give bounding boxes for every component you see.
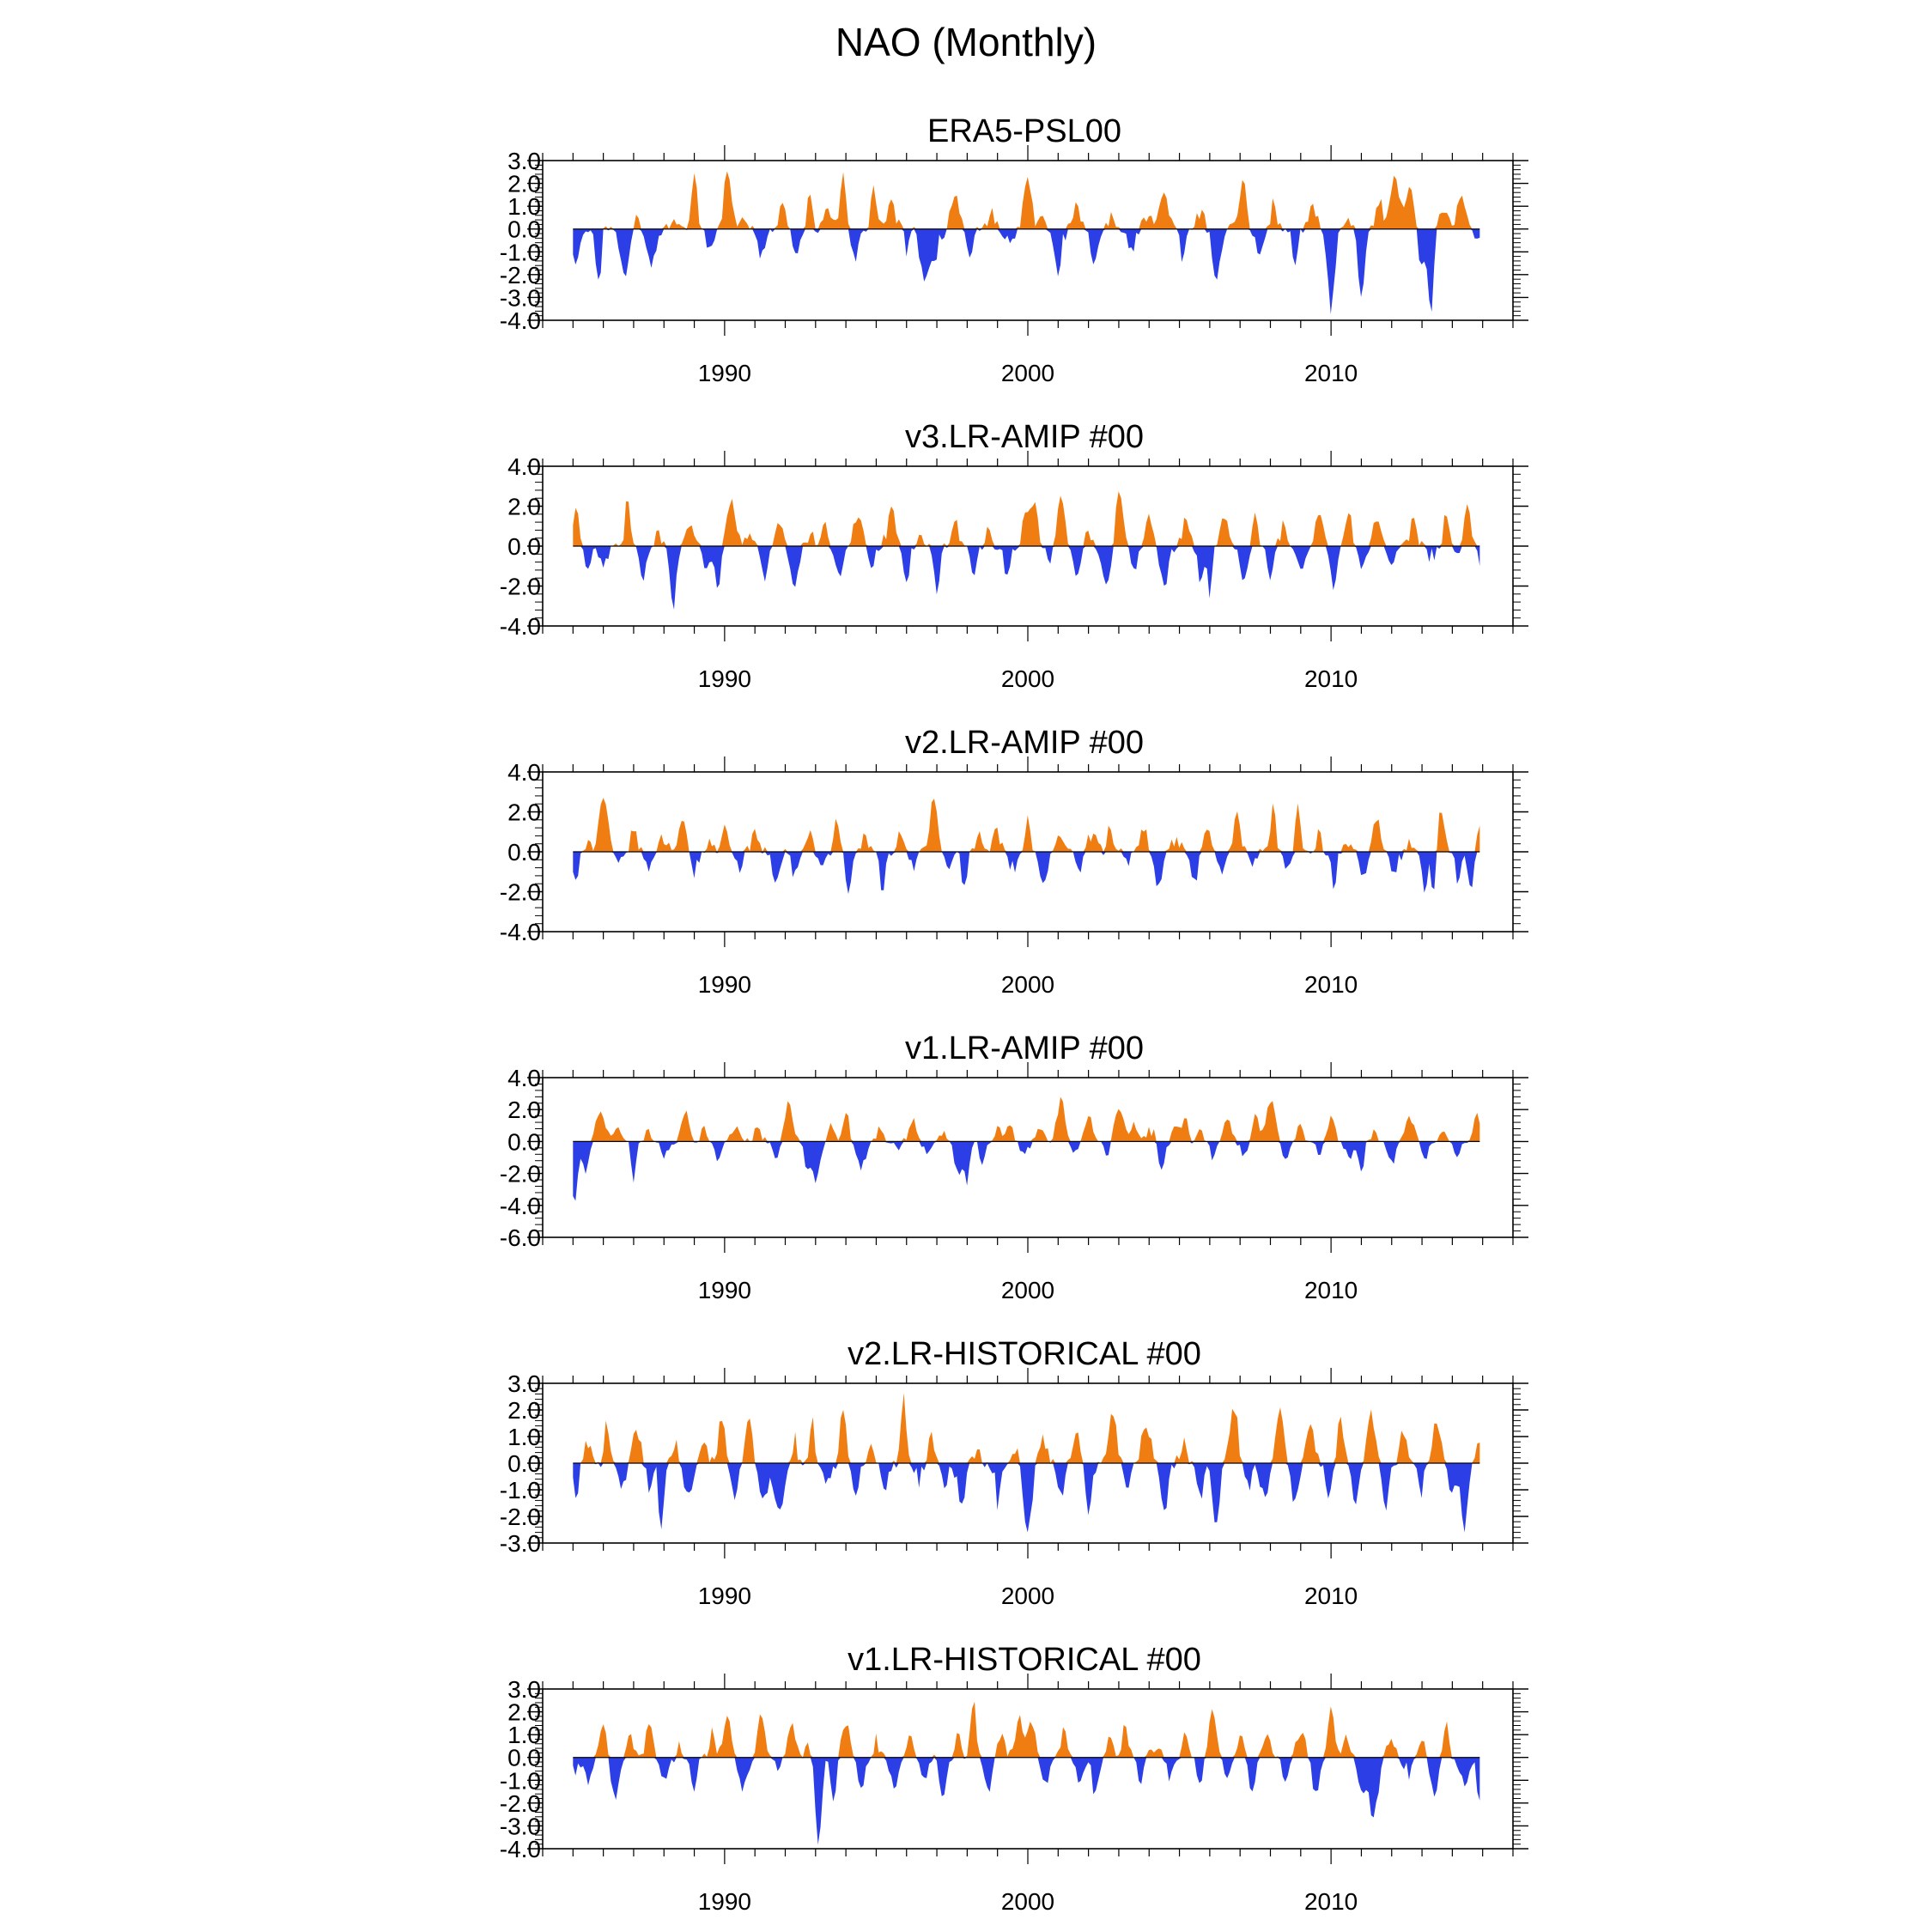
plot-frame [543, 1078, 1513, 1237]
panel-title: v2.LR-HISTORICAL #00 [848, 1336, 1201, 1372]
x-tick-label: 1990 [697, 360, 752, 386]
y-tick-label: 0.0 [507, 1128, 541, 1156]
y-tick-label: 2.0 [507, 799, 541, 826]
y-tick-label: 3.0 [507, 1676, 541, 1703]
x-tick-label: 2010 [1303, 665, 1358, 692]
y-tick-label: -1.0 [499, 1767, 541, 1795]
negative-area [573, 852, 1479, 894]
chart-panel-1 [500, 113, 1528, 386]
positive-area [573, 1097, 1479, 1141]
y-tick-label: 0.0 [507, 216, 541, 243]
y-tick-label: 2.0 [507, 1397, 541, 1424]
y-tick-label: -2.0 [499, 1160, 541, 1188]
y-tick-label: -4.0 [499, 307, 541, 334]
chart-panel-2 [500, 419, 1528, 692]
x-tick-label: 2010 [1303, 1277, 1358, 1303]
y-tick-label: -3.0 [499, 1530, 541, 1557]
x-tick-label: 2000 [1000, 360, 1055, 386]
panel-title: v1.LR-HISTORICAL #00 [848, 1642, 1201, 1678]
y-tick-label: 2.0 [507, 170, 541, 197]
chart-panel-6 [500, 1642, 1528, 1915]
x-tick-label: 1990 [697, 1888, 752, 1915]
x-tick-label: 2010 [1303, 1888, 1358, 1915]
y-tick-label: -3.0 [499, 1813, 541, 1840]
y-tick-label: -2.0 [499, 1789, 541, 1817]
x-tick-label: 2010 [1303, 1583, 1358, 1609]
x-tick-label: 1990 [697, 1277, 752, 1303]
y-tick-label: -6.0 [499, 1224, 541, 1251]
y-tick-label: -2.0 [499, 573, 541, 600]
y-tick-label: 0.0 [507, 1744, 541, 1771]
negative-area [573, 546, 1479, 610]
x-tick-label: 1990 [697, 1583, 752, 1609]
negative-area [573, 1463, 1479, 1533]
positive-area [573, 1393, 1479, 1463]
y-tick-label: 4.0 [507, 453, 541, 480]
positive-area [573, 491, 1479, 546]
chart-panel-3 [500, 725, 1528, 998]
y-tick-label: -4.0 [499, 1836, 541, 1862]
negative-area [573, 1141, 1479, 1200]
positive-area [573, 798, 1479, 852]
x-tick-label: 1990 [697, 665, 752, 692]
panel-title: v2.LR-AMIP #00 [904, 725, 1145, 761]
panel-title: v3.LR-AMIP #00 [904, 419, 1145, 455]
y-tick-label: 0.0 [507, 1450, 541, 1477]
x-tick-label: 2010 [1303, 971, 1358, 998]
y-tick-label: 2.0 [507, 1097, 541, 1124]
chart-panel-5 [500, 1336, 1528, 1609]
y-tick-label: -4.0 [499, 919, 541, 945]
positive-area [573, 1702, 1479, 1758]
y-tick-label: 1.0 [507, 1424, 541, 1450]
x-tick-label: 2000 [1000, 1888, 1055, 1915]
x-tick-label: 2000 [1000, 665, 1055, 692]
x-tick-label: 2000 [1000, 1277, 1055, 1303]
negative-area [573, 1758, 1479, 1845]
x-tick-label: 1990 [697, 971, 752, 998]
y-tick-label: 0.0 [507, 533, 541, 560]
y-tick-label: -2.0 [499, 878, 541, 906]
y-tick-label: 1.0 [507, 193, 541, 221]
y-tick-label: -1.0 [499, 239, 541, 266]
y-tick-label: 3.0 [507, 148, 541, 174]
x-tick-label: 2000 [1000, 1583, 1055, 1609]
y-tick-label: -4.0 [499, 613, 541, 640]
y-tick-label: -2.0 [499, 261, 541, 289]
y-tick-label: 1.0 [507, 1722, 541, 1749]
y-tick-label: 0.0 [507, 839, 541, 866]
x-tick-label: 2000 [1000, 971, 1055, 998]
y-tick-label: -2.0 [499, 1504, 541, 1530]
x-tick-label: 2010 [1303, 360, 1358, 386]
positive-area [573, 171, 1479, 228]
figure-title: NAO (Monthly) [835, 20, 1097, 64]
y-tick-label: -1.0 [499, 1477, 541, 1504]
y-tick-label: 2.0 [507, 493, 541, 520]
negative-area [573, 229, 1479, 314]
panel-title: v1.LR-AMIP #00 [904, 1030, 1145, 1066]
y-tick-label: 3.0 [507, 1370, 541, 1397]
y-tick-label: 2.0 [507, 1698, 541, 1726]
y-tick-label: 4.0 [507, 759, 541, 786]
y-tick-label: 4.0 [507, 1065, 541, 1091]
panel-title: ERA5-PSL00 [927, 113, 1122, 149]
chart-panel-4 [500, 1030, 1528, 1303]
y-tick-label: -3.0 [499, 284, 541, 312]
y-tick-label: -4.0 [499, 1192, 541, 1219]
